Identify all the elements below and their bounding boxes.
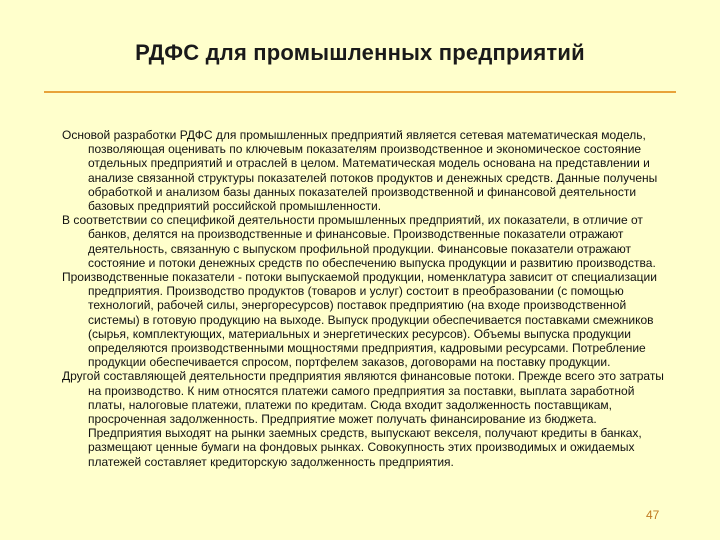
paragraph-indicators: В соответствии со спецификой деятельности промышленных предприятий, их показатели, в отличие от банков, делятся на производственные и финансовые. Производственные показатели отражают деятельность, связанную с выпуском профильной продукции. Финансовые показатели отражают состояние и потоки денежных средств по обеспечению выпуска продукции и развитию производства.: [62, 213, 656, 270]
slide-body: [62, 128, 668, 469]
paragraph-financial: Другой составляющей деятельности предприятия являются финансовые потоки. Прежде всего это затраты на производство. К ним относятся платежи самого предприятия за поставки, выплата заработной платы, налоговые платежи, платежи по кредитам. Сюда входит задолженность поставщикам, просроченная задолженность. Предприятие может получать финансирование из бюджета. Предприятия выходят на рынки заемных средств, выпускают векселя, получают кредиты в банках, размещают ценные бумаги на фондовых рынках. Совокупность этих производимых и ожидаемых платежей составляет кредиторскую задолженность предприятия.: [62, 369, 664, 469]
slide-title: РДФС для промышленных предприятий: [135, 40, 585, 65]
paragraph-production: Производственные показатели - потоки выпускаемой продукции, номенклатура зависит от специализации предприятия. Производство продуктов (товаров и услуг) состоит в преобразовании (с помощью технологий, рабочей силы, энергоресурсов) поставок предприятию (на входе производственной системы) в готовую продукцию на выходе. Выпуск продукции обеспечивается поставками смежников (сырья, комплектующих, материальных и энергетических ресурсов). Объемы выпуска продукции определяются производственными мощностями предприятия, кадровыми ресурсами. Потребление продукции обеспечивается спросом, портфелем заказов, договорами на поставку продукции.: [62, 270, 657, 370]
paragraph-intro: Основой разработки РДФС для промышленных предприятий является сетевая математическая модель, позволяющая оценивать по ключевым показателям производственное и экономическое состояние отдельных предприятий и отраслей в целом. Математическая модель основана на представлении и анализе связанной структуры показателей потоков продуктов и денежных средств. Данные получены обработкой и анализом базы данных показателей производственной и финансовой деятельности базовых предприятий российской промышленности.: [62, 128, 658, 214]
title-divider: [44, 91, 676, 93]
page-number: 47: [646, 508, 660, 522]
